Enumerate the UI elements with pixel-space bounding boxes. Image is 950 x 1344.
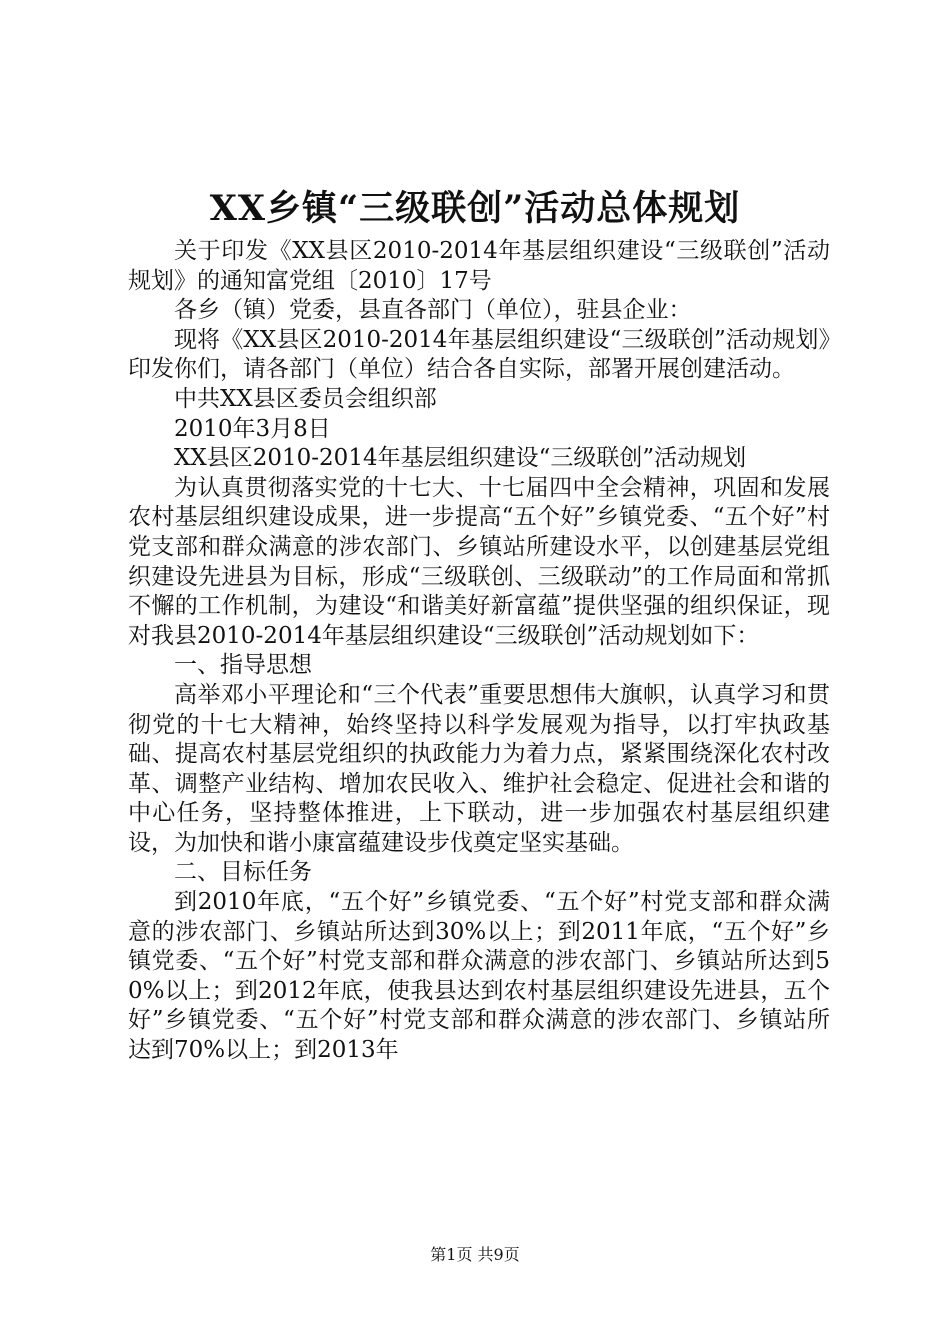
- document-body: [128, 237, 830, 1066]
- section-heading-guiding-ideology: 一、指导思想: [174, 652, 312, 679]
- notice-heading-paragraph: 关于印发《XX县区2010-2014年基层组织建设“三级联创”活动规划》的通知富党组〔2010〕17号: [128, 238, 830, 294]
- plan-title-paragraph: XX县区2010-2014年基层组织建设“三级联创”活动规划: [174, 445, 747, 472]
- section-heading-goals: 二、目标任务: [174, 859, 312, 886]
- date-paragraph: 2010年3月8日: [174, 415, 331, 442]
- intro-paragraph: 为认真贯彻落实党的十七大、十七届四中全会精神，巩固和发展农村基层组织建设成果，进一步提高“五个好”乡镇党委、“五个好”村党支部和群众满意的涉农部门、乡镇站所建设水平，以创建基层党组织建设先进县为目标，形成“三级联创、三级联动”的工作局面和常抓不懈的工作机制，为建设“和谐美好新富蕴”提供坚强的组织保证，现对我县2010-2014年基层组织建设“三级联创”活动规划如下：: [128, 474, 830, 649]
- goals-paragraph: 到2010年底，“五个好”乡镇党委、“五个好”村党支部和群众满意的涉农部门、乡镇站所达到30%以上；到2011年底，“五个好”乡镇党委、“五个好”村党支部和群众满意的涉农部门、乡镇站所达到50%以上；到2012年底，使我县达到农村基层组织建设先进县，五个好”乡镇党委、“五个好”村党支部和群众满意的涉农部门、乡镇站所达到70%以上；到2013年: [128, 889, 830, 1064]
- notice-body-paragraph: 现将《XX县区2010-2014年基层组织建设“三级联创”活动规划》印发你们，请各部门（单位）结合各自实际，部署开展创建活动。: [128, 326, 830, 383]
- page-number-footer: 第1页 共9页: [430, 1245, 520, 1264]
- issuer-paragraph: 中共XX县区委员会组织部: [174, 385, 437, 412]
- guiding-ideology-paragraph: 高举邓小平理论和“三个代表”重要思想伟大旗帜，认真学习和贯彻党的十七大精神，始终坚持以科学发展观为指导，以打牢执政基础、提高农村基层党组织的执政能力为着力点，紧紧围绕深化农村改革、调整产业结构、增加农民收入、维护社会稳定、促进社会和谐的中心任务，坚持整体推进，上下联动，进一步加强农村基层组织建设，为加快和谐小康富蕴建设步伐奠定坚实基础。: [128, 681, 830, 856]
- salutation-paragraph: 各乡（镇）党委，县直各部门（单位），驻县企业：: [174, 297, 692, 324]
- document-title: XX乡镇“三级联创”活动总体规划: [209, 188, 741, 229]
